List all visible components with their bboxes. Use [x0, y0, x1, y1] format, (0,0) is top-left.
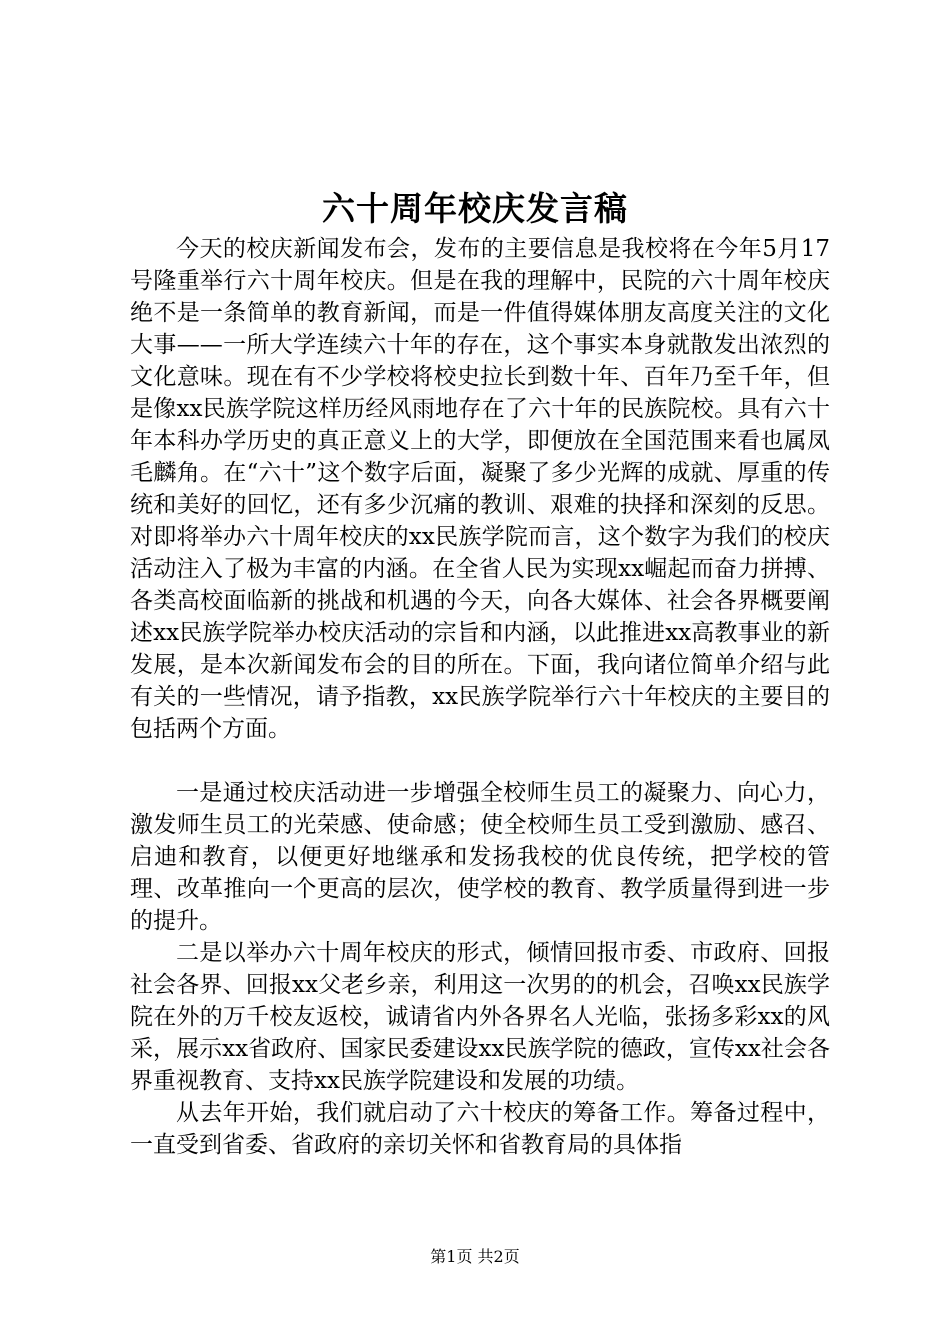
- document-body: [130, 233, 830, 1161]
- paragraph-1: 今天的校庆新闻发布会，发布的主要信息是我校将在今年5月17号隆重举行六十周年校庆。但是在我的理解中，民院的六十周年校庆绝不是一条简单的教育新闻，而是一件值得媒体朋友高度关注的文化大事——一所大学连续六十年的存在，这个事实本身就散发出浓烈的文化意味。现在有不少学校将校史拉长到数十年、百年乃至千年，但是像xx民族学院这样历经风雨地存在了六十年的民族院校。具有六十年本科办学历史的真正意义上的大学，即便放在全国范围来看也属凤毛麟角。在“六十”这个数字后面，凝聚了多少光辉的成就、厚重的传统和美好的回忆，还有多少沉痛的教训、艰难的抉择和深刻的反思。对即将举办六十周年校庆的xx民族学院而言，这个数字为我们的校庆活动注入了极为丰富的内涵。在全省人民为实现xx崛起而奋力拼搏、各类高校面临新的挑战和机遇的今天，向各大媒体、社会各界概要阐述xx民族学院举办校庆活动的宗旨和内涵，以此推进xx高教事业的新发展，是本次新闻发布会的目的所在。下面，我向诸位简单介绍与此有关的一些情况，请予指教，xx民族学院举行六十年校庆的主要目的包括两个方面。: [130, 236, 830, 742]
- paragraph-4: 从去年开始，我们就启动了六十校庆的筹备工作。筹备过程中，一直受到省委、省政府的亲切关怀和省教育局的具体指: [130, 1100, 830, 1158]
- paragraph-2: 一是通过校庆活动进一步增强全校师生员工的凝聚力、向心力，激发师生员工的光荣感、使命感；使全校师生员工受到激励、感召、启迪和教育，以便更好地继承和发扬我校的优良传统，把学校的管理、改革推向一个更高的层次，使学校的教育、教学质量得到进一步的提升。: [130, 780, 830, 934]
- paragraph-3: 二是以举办六十周年校庆的形式，倾情回报市委、市政府、回报社会各界、回报xx父老乡亲，利用这一次男的的机会，召唤xx民族学院在外的万千校友返校，诚请省内外各界名人光临，张扬多彩xx的风采，展示xx省政府、国家民委建设xx民族学院的德政，宣传xx社会各界重视教育、支持xx民族学院建设和发展的功绩。: [130, 940, 830, 1094]
- document-title: 六十周年校庆发言稿: [322, 189, 628, 228]
- page-number-footer: 第1页 共2页: [430, 1247, 520, 1266]
